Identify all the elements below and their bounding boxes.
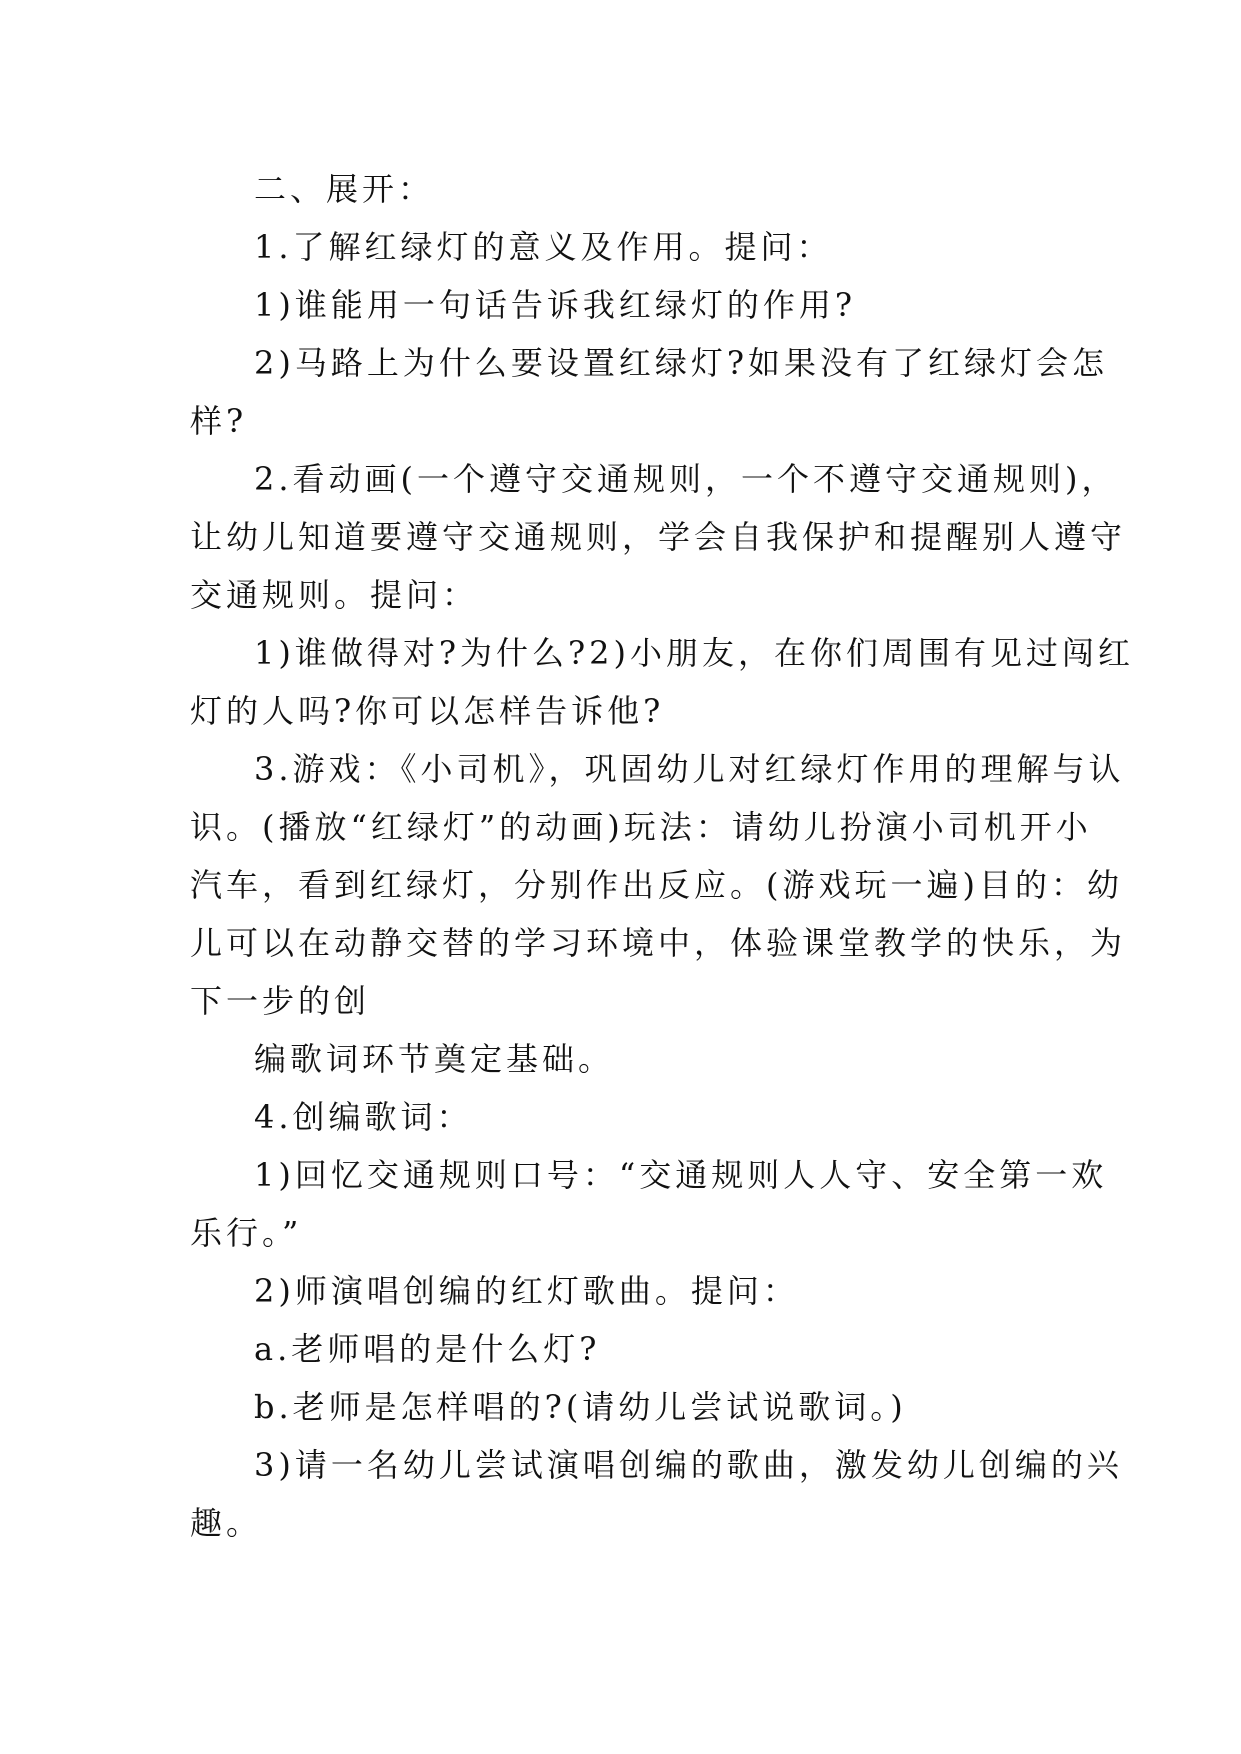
paragraph-line: 汽车，看到红绿灯，分别作出反应。(游戏玩一遍)目的：幼: [190, 866, 1123, 904]
paragraph-line: 趣。: [190, 1504, 263, 1542]
section-heading: 二、展开：: [254, 170, 435, 208]
paragraph-line: 样?: [190, 402, 248, 440]
paragraph-line: 儿可以在动静交替的学习环境中，体验课堂教学的快乐，为: [190, 924, 1127, 962]
paragraph-line: 让幼儿知道要遵守交通规则，学会自我保护和提醒别人遵守: [190, 518, 1127, 556]
paragraph-line: b.老师是怎样唱的?(请幼儿尝试说歌词。): [254, 1388, 907, 1426]
paragraph-line: 3.游戏：《小司机》，巩固幼儿对红绿灯作用的理解与认: [254, 750, 1125, 788]
paragraph-line: 2)马路上为什么要设置红绿灯?如果没有了红绿灯会怎: [254, 344, 1109, 382]
paragraph-line: 2.看动画(一个遵守交通规则，一个不遵守交通规则)，: [254, 460, 1118, 498]
paragraph-line: 3)请一名幼儿尝试演唱创编的歌曲，激发幼儿创编的兴: [254, 1446, 1123, 1484]
paragraph-line: 乐行。”: [190, 1214, 303, 1252]
paragraph-line: 1)回忆交通规则口号：“交通规则人人守、安全第一欢: [254, 1156, 1108, 1194]
paragraph-line: 4.创编歌词：: [254, 1098, 473, 1136]
paragraph-line: 编歌词环节奠定基础。: [254, 1040, 615, 1078]
paragraph-line: 1)谁做得对?为什么?2)小朋友，在你们周围有见过闯红: [254, 634, 1135, 672]
paragraph-line: a.老师唱的是什么灯?: [254, 1330, 601, 1368]
paragraph-line: 1)谁能用一句话告诉我红绿灯的作用?: [254, 286, 857, 324]
paragraph-line: 1.了解红绿灯的意义及作用。提问：: [254, 228, 833, 266]
paragraph-line: 识。(播放“红绿灯”的动画)玩法：请幼儿扮演小司机开小: [190, 808, 1092, 846]
paragraph-line: 交通规则。提问：: [190, 576, 479, 614]
paragraph-line: 下一步的创: [190, 982, 371, 1020]
document-body: [190, 160, 1135, 1552]
paragraph-line: 2)师演唱创编的红灯歌曲。提问：: [254, 1272, 799, 1310]
paragraph-line: 灯的人吗?你可以怎样告诉他?: [190, 692, 665, 730]
